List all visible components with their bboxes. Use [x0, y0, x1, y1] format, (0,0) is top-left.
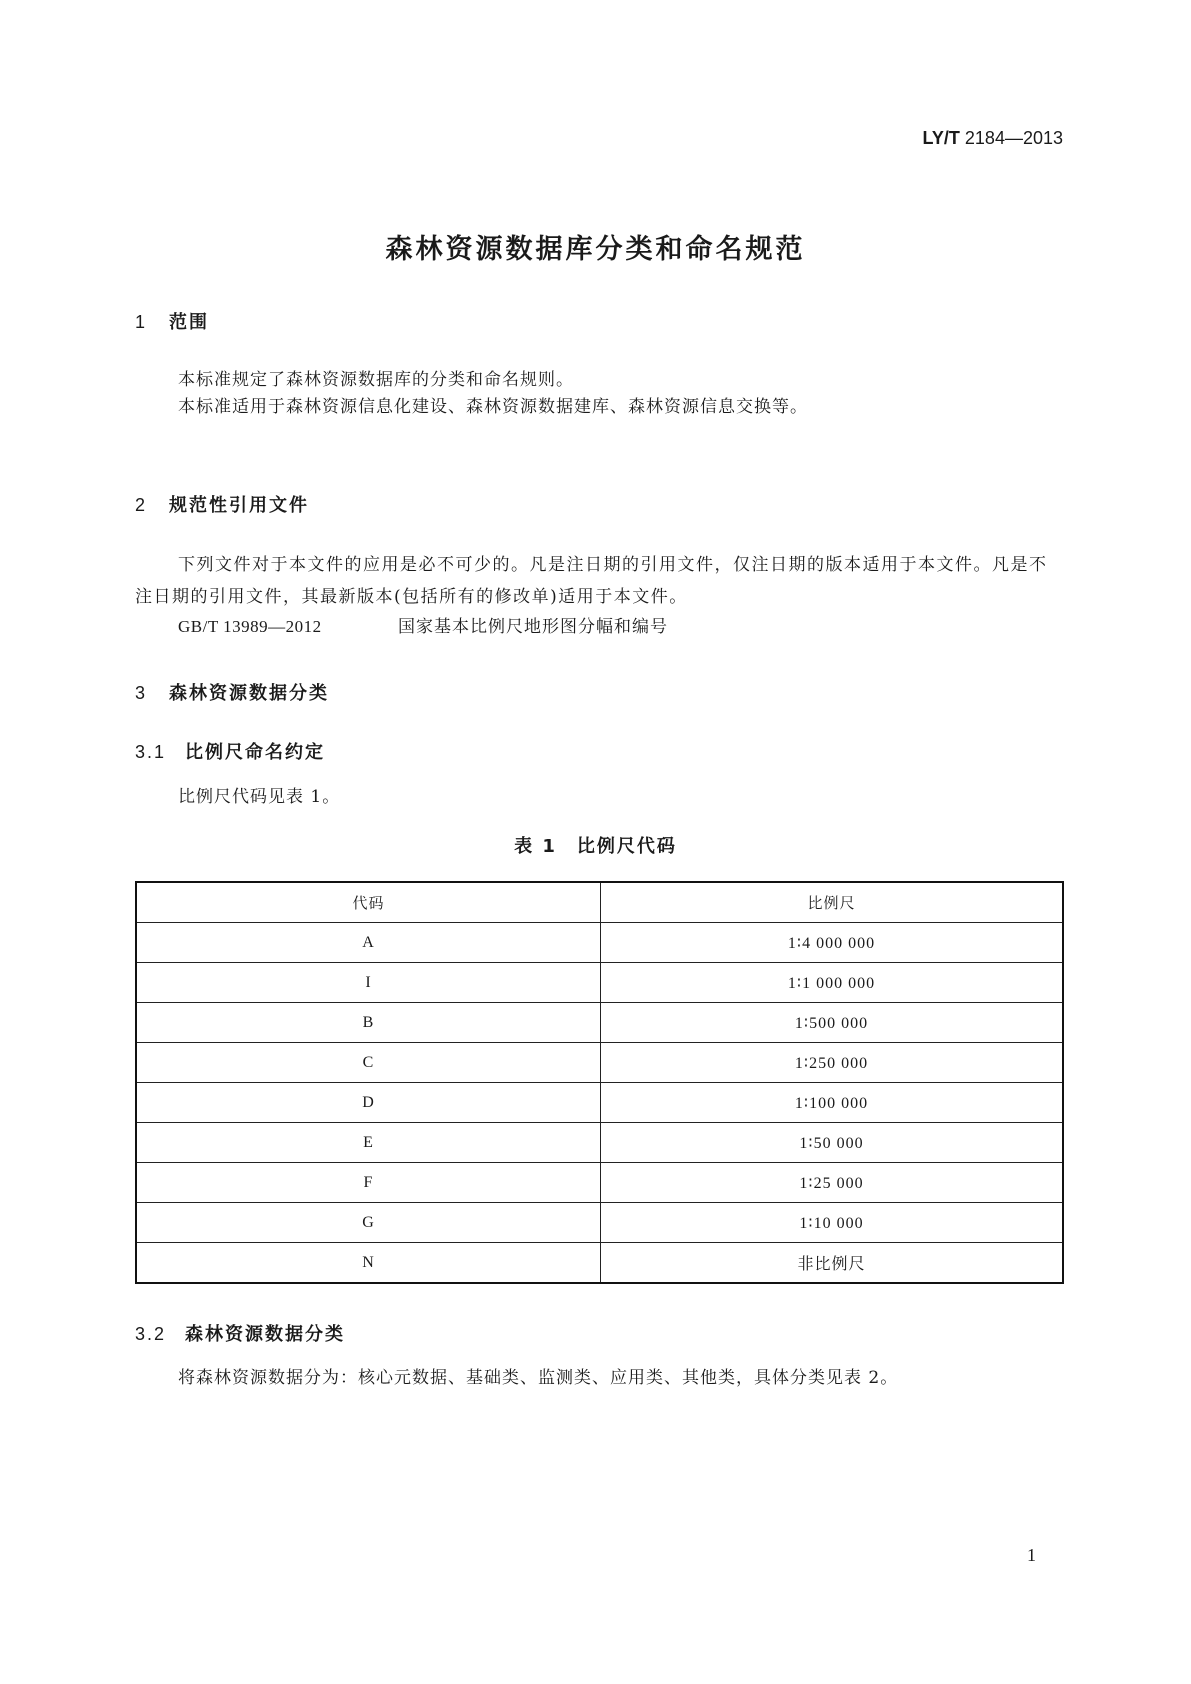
section-1-paragraph-1: 本标准规定了森林资源数据库的分类和命名规则。 [178, 370, 574, 390]
reference-title: 国家基本比例尺地形图分幅和编号 [398, 617, 668, 637]
section-2-heading [135, 491, 309, 517]
code-cell: B [136, 1003, 601, 1043]
header-code: 代码 [136, 882, 601, 923]
code-cell: F [136, 1163, 601, 1203]
header-scale: 比例尺 [601, 882, 1064, 923]
code-cell: D [136, 1083, 601, 1123]
section-title: 森林资源数据分类 [185, 1324, 345, 1345]
scale-cell: 1∶1 000 000 [601, 963, 1064, 1003]
scale-cell: 1∶250 000 [601, 1043, 1064, 1083]
section-3-1-heading [135, 738, 325, 764]
code-cell: N [136, 1243, 601, 1284]
table-row [136, 1203, 1063, 1243]
table-row [136, 1243, 1063, 1284]
section-number: 2 [135, 495, 148, 515]
section-number: 3.2 [135, 1324, 167, 1344]
section-title: 森林资源数据分类 [169, 683, 329, 704]
scale-cell: 1∶100 000 [601, 1083, 1064, 1123]
section-2-intro: 下列文件对于本文件的应用是必不可少的。凡是注日期的引用文件，仅注日期的版本适用于本文件。凡是不注日期的引用文件，其最新版本(包括所有的修改单)适用于本文件。 [135, 555, 1048, 607]
standard-code: 2184—2013 [964, 128, 1063, 148]
table-row [136, 923, 1063, 963]
reference-code: GB/T 13989—2012 [178, 617, 322, 636]
table-1-caption: 表 1 比例尺代码 [514, 836, 677, 857]
section-title: 规范性引用文件 [169, 495, 309, 516]
scale-cell: 非比例尺 [601, 1243, 1064, 1284]
normative-reference [178, 611, 668, 643]
scale-code-table [135, 881, 1064, 1284]
section-3-1-text: 比例尺代码见表 1。 [178, 787, 341, 807]
table-row [136, 1163, 1063, 1203]
table-row [136, 963, 1063, 1003]
code-cell: C [136, 1043, 601, 1083]
section-title: 范围 [169, 312, 209, 333]
scale-cell: 1∶4 000 000 [601, 923, 1064, 963]
section-3-heading [135, 679, 329, 705]
section-number: 3.1 [135, 742, 167, 762]
table-row [136, 1003, 1063, 1043]
code-cell: E [136, 1123, 601, 1163]
section-number: 3 [135, 683, 148, 703]
section-1-heading [135, 308, 209, 334]
standard-prefix: LY/T [922, 128, 960, 148]
table-row [136, 1043, 1063, 1083]
section-3-2-heading [135, 1320, 345, 1346]
scale-cell: 1∶25 000 [601, 1163, 1064, 1203]
scale-cell: 1∶500 000 [601, 1003, 1064, 1043]
code-cell: I [136, 963, 601, 1003]
page-number: 1 [1027, 1545, 1036, 1565]
document-title: 森林资源数据库分类和命名规范 [385, 234, 806, 265]
table-row [136, 1083, 1063, 1123]
section-title: 比例尺命名约定 [185, 742, 325, 763]
table-row [136, 1123, 1063, 1163]
scale-cell: 1∶50 000 [601, 1123, 1064, 1163]
standard-number [923, 128, 1063, 149]
section-3-2-text: 将森林资源数据分为：核心元数据、基础类、监测类、应用类、其他类，具体分类见表 2。 [178, 1368, 899, 1388]
code-cell: G [136, 1203, 601, 1243]
code-cell: A [136, 923, 601, 963]
section-1-paragraph-2: 本标准适用于森林资源信息化建设、森林资源数据建库、森林资源信息交换等。 [178, 397, 808, 417]
section-number: 1 [135, 312, 148, 332]
table-header-row [136, 882, 1063, 923]
scale-cell: 1∶10 000 [601, 1203, 1064, 1243]
